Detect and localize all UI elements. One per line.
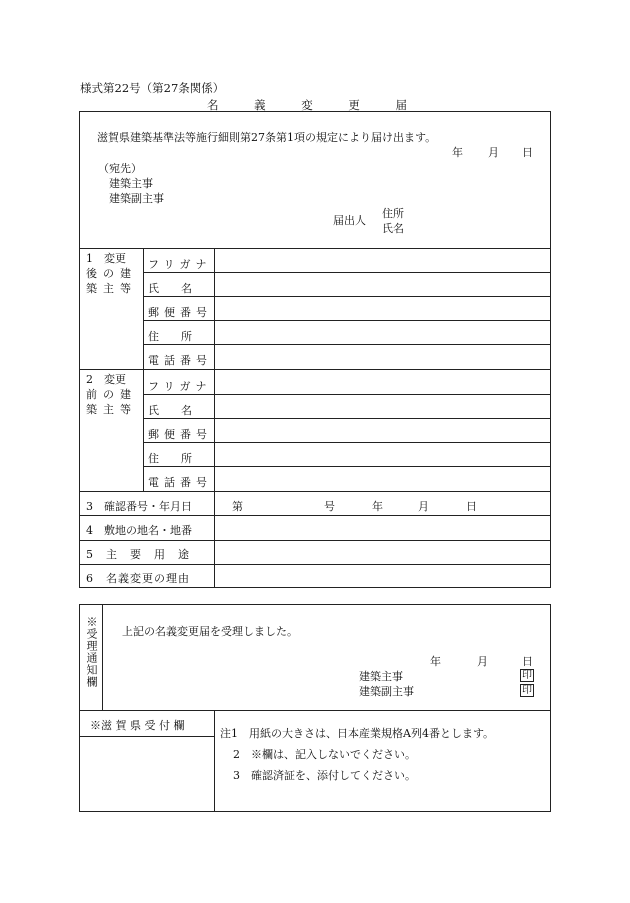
s1-name-label: 氏 名 [148,282,192,295]
reception-date-day: 日 [522,655,533,668]
applicant-address-label: 住所 [382,207,404,220]
applicant-address-field[interactable] [420,205,540,219]
row6-label: 6 名義変更の理由 [86,572,190,585]
applicant-name-label: 氏名 [382,222,404,235]
s1-name-field[interactable] [216,274,549,295]
applicant-name-field[interactable] [420,220,540,234]
s2-name-field[interactable] [216,396,549,417]
row3-day: 日 [466,500,477,513]
s2-furigana-field[interactable] [216,371,549,393]
change-reason-field[interactable] [216,566,549,587]
reception-official2: 建築副主事 [359,685,414,698]
prefecture-box-label: ※滋 賀 県 受 付 欄 [90,719,185,732]
row3-month: 月 [418,500,429,513]
reception-official1: 建築主事 [359,670,403,683]
s1-phone-field[interactable] [216,346,549,367]
seal-mark-2: 印 [522,685,532,696]
header-statement: 滋賀県建築基準法等施行細則第27条第1項の規定により届け出ます。 [97,131,437,144]
s1-phone-label: 電話番号 [148,354,212,367]
site-address-field[interactable] [216,517,549,539]
row3-dai: 第 [232,500,243,513]
s1-postal-label: 郵便番号 [148,306,212,319]
s1-furigana-field[interactable] [216,250,549,271]
form-title: 名 義 変 更 届 [206,98,424,112]
s1-postal-field[interactable] [216,298,549,319]
reception-side-label: ※受理通知欄 [85,616,98,688]
form-number: 様式第22号（第27条関係） [80,81,225,95]
section1-label: 1 変更 後の建 築主等 [86,252,137,295]
row3-label: 3 確認番号・年月日 [86,500,192,513]
header-date-year: 年 [452,146,463,159]
reception-text: 上記の名義変更届を受理しました。 [122,625,298,638]
s1-address-label: 住 所 [148,330,192,343]
reception-date-year: 年 [430,655,441,668]
s2-phone-label: 電話番号 [148,476,212,489]
seal-mark-1: 印 [522,670,532,681]
s2-name-label: 氏 名 [148,404,192,417]
applicant-label: 届出人 [333,214,366,227]
s2-address-field[interactable] [216,444,549,465]
confirmation-number-field[interactable] [246,494,316,512]
s1-furigana-label: フリガナ [148,258,212,271]
s2-address-label: 住 所 [148,452,192,465]
addressee-building-official: 建築主事 [109,177,153,190]
s1-address-field[interactable] [216,322,549,343]
row5-label: 5 主 要 用 途 [86,548,190,561]
main-use-field[interactable] [216,542,549,563]
s2-postal-label: 郵便番号 [148,428,212,441]
addressee-deputy-official: 建築副主事 [109,192,164,205]
section2-label: 2 変更 前の建 築主等 [86,373,137,416]
addressee-label: （宛先） [98,162,142,175]
note-3: 3 確認済証を、添付してください。 [233,769,416,782]
reception-date-month: 月 [477,655,488,668]
row4-label: 4 敷地の地名・地番 [86,524,192,537]
s2-postal-field[interactable] [216,420,549,441]
s2-phone-field[interactable] [216,468,549,490]
note-2: 2 ※欄は、記入しないでください。 [233,748,416,761]
row3-go: 号 [324,500,335,513]
note-1: 注1 用紙の大きさは、日本産業規格A列4番とします。 [220,727,495,740]
row3-year: 年 [372,500,383,513]
header-date-day: 日 [522,146,533,159]
header-date-month: 月 [488,146,499,159]
s2-furigana-label: フリガナ [148,380,212,393]
